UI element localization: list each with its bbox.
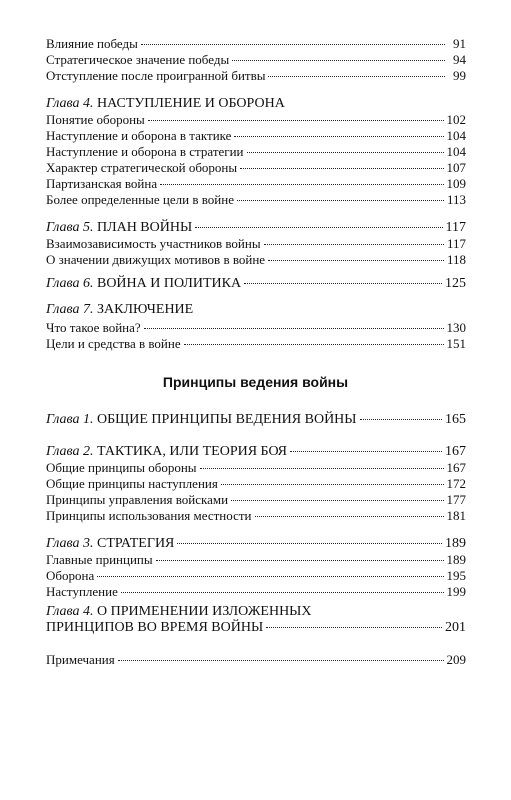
dot-leader	[268, 66, 445, 77]
dot-leader	[160, 174, 443, 185]
toc-entry-page: 117	[446, 236, 466, 251]
toc-entry-page: 113	[446, 192, 466, 207]
dot-leader	[148, 110, 444, 121]
dot-leader	[121, 582, 444, 593]
toc-entry-page: 109	[446, 176, 466, 191]
dot-leader	[195, 217, 442, 228]
toc-entry-label: Что такое война?	[46, 320, 141, 335]
chapter-prefix: Глава 1.	[46, 412, 94, 427]
chapter-prefix: Глава 4.	[46, 96, 94, 111]
dot-leader	[264, 234, 444, 245]
toc-entry-page: 195	[446, 568, 466, 583]
toc-entry-label: Понятие обороны	[46, 112, 145, 127]
dot-leader	[97, 566, 443, 577]
part-title: Принципы ведения войны	[162, 374, 349, 390]
dot-leader	[221, 474, 444, 485]
toc-entry-page: 94	[453, 52, 466, 67]
chapter-title-line2: ПРИНЦИПОВ ВО ВРЕМЯ ВОЙНЫ	[46, 620, 264, 635]
toc-entry-label: Общие принципы наступления	[46, 476, 218, 491]
toc-entry-label: Более определенные цели в войне	[46, 192, 234, 207]
toc-entry-page: 167	[445, 444, 466, 459]
chapter-title: НАСТУПЛЕНИЕ И ОБОРОНА	[96, 96, 285, 111]
dot-leader	[232, 50, 445, 61]
chapter-entry[interactable]	[46, 620, 466, 636]
dot-leader	[184, 334, 444, 345]
toc-entry[interactable]	[46, 584, 466, 600]
toc-entry-page: 189	[446, 552, 466, 567]
chapter-heading	[46, 276, 241, 292]
dot-leader	[200, 458, 444, 469]
chapter-title: ТАКТИКА, ИЛИ ТЕОРИЯ БОЯ	[96, 444, 287, 459]
toc-entry-page: 130	[446, 320, 466, 335]
chapter-title: ОБЩИЕ ПРИНЦИПЫ ВЕДЕНИЯ ВОЙНЫ	[96, 412, 357, 427]
toc-entry-label: Наступление	[46, 584, 118, 599]
dot-leader	[237, 190, 444, 201]
dot-leader	[144, 318, 444, 329]
toc-entry-page: 91	[453, 36, 466, 51]
chapter-title-line1: О ПРИМЕНЕНИИ ИЗЛОЖЕННЫХ	[96, 604, 312, 619]
toc-entry-page: 151	[446, 336, 466, 351]
dot-leader	[177, 533, 442, 544]
toc-entry-page: 104	[446, 128, 466, 143]
toc-entry-label: Наступление и оборона в тактике	[46, 128, 232, 143]
dot-leader	[266, 617, 442, 628]
toc-entry-page: 118	[446, 252, 466, 267]
toc-entry-page: 102	[446, 112, 466, 127]
chapter-entry[interactable]	[46, 412, 466, 428]
toc-entry-page: 172	[446, 476, 466, 491]
toc-entry[interactable]	[46, 68, 466, 84]
toc-entry-page: 125	[445, 276, 466, 291]
chapter-prefix: Глава 7.	[46, 302, 94, 317]
dot-leader	[118, 650, 444, 661]
chapter-prefix: Глава 6.	[46, 276, 94, 291]
dot-leader	[156, 550, 444, 561]
toc-entry-label: Наступление и оборона в стратегии	[46, 144, 244, 159]
toc-entry-page: 209	[446, 652, 466, 667]
chapter-prefix: Глава 2.	[46, 444, 94, 459]
toc-entry[interactable]	[46, 252, 466, 268]
chapter-heading	[46, 412, 357, 428]
toc-entry-label: Принципы использования местности	[46, 508, 252, 523]
dot-leader	[244, 273, 442, 284]
dot-leader	[290, 441, 442, 452]
dot-leader	[240, 158, 443, 169]
toc-entry[interactable]	[46, 508, 466, 524]
chapter-title: СТРАТЕГИЯ	[96, 536, 175, 551]
chapter-title: ЗАКЛЮЧЕНИЕ	[96, 302, 194, 317]
chapter-prefix: Глава 3.	[46, 536, 94, 551]
toc-entry-label: Оборона	[46, 568, 95, 583]
toc-entry-page: 201	[445, 620, 466, 635]
toc-entry[interactable]	[46, 336, 466, 352]
toc-entry-page: 99	[453, 68, 466, 83]
toc-entry-page: 117	[445, 220, 466, 235]
chapter-prefix: Глава 4.	[46, 604, 94, 619]
chapter-heading	[46, 220, 192, 236]
toc-entry-label: Стратегическое значение победы	[46, 52, 230, 67]
dot-leader	[360, 409, 442, 420]
dot-leader	[141, 34, 445, 45]
toc-entry-page: 189	[445, 536, 466, 551]
toc-entry[interactable]	[46, 192, 466, 208]
toc-entry-label: Влияние победы	[46, 36, 138, 51]
dot-leader	[234, 126, 443, 137]
toc-entry-page: 165	[445, 412, 466, 427]
toc-entry-label: Цели и средства в войне	[46, 336, 181, 351]
toc-entry-page: 107	[446, 160, 466, 175]
toc-entry-label: Отступление после проигранной битвы	[46, 68, 266, 83]
toc-entry-label: Примечания	[46, 652, 115, 667]
chapter-entry[interactable]	[46, 276, 466, 292]
toc-entry-page: 181	[446, 508, 466, 523]
dot-leader	[247, 142, 444, 153]
toc-entry-label: Главные принципы	[46, 552, 153, 567]
toc-entry-label: Характер стратегической обороны	[46, 160, 238, 175]
toc-entry-label: Партизанская война	[46, 176, 158, 191]
toc-entry-page: 104	[446, 144, 466, 159]
toc-entry-page: 199	[446, 584, 466, 599]
chapter-prefix: Глава 5.	[46, 220, 94, 235]
dot-leader	[231, 490, 443, 501]
toc-entry-notes[interactable]	[46, 652, 466, 668]
toc-entry-label: Взаимозависимость участников войны	[46, 236, 261, 251]
dot-leader	[255, 506, 444, 517]
chapter-title: ВОЙНА И ПОЛИТИКА	[96, 276, 242, 291]
toc-entry-label: О значении движущих мотивов в войне	[46, 252, 266, 267]
toc-entry-page: 167	[446, 460, 466, 475]
dot-leader	[268, 250, 444, 261]
toc-entry-label: Общие принципы обороны	[46, 460, 197, 475]
chapter-title: ПЛАН ВОЙНЫ	[96, 220, 193, 235]
toc-entry-page: 177	[446, 492, 466, 507]
chapter-heading	[46, 302, 193, 318]
toc-entry-label: Принципы управления войсками	[46, 492, 229, 507]
